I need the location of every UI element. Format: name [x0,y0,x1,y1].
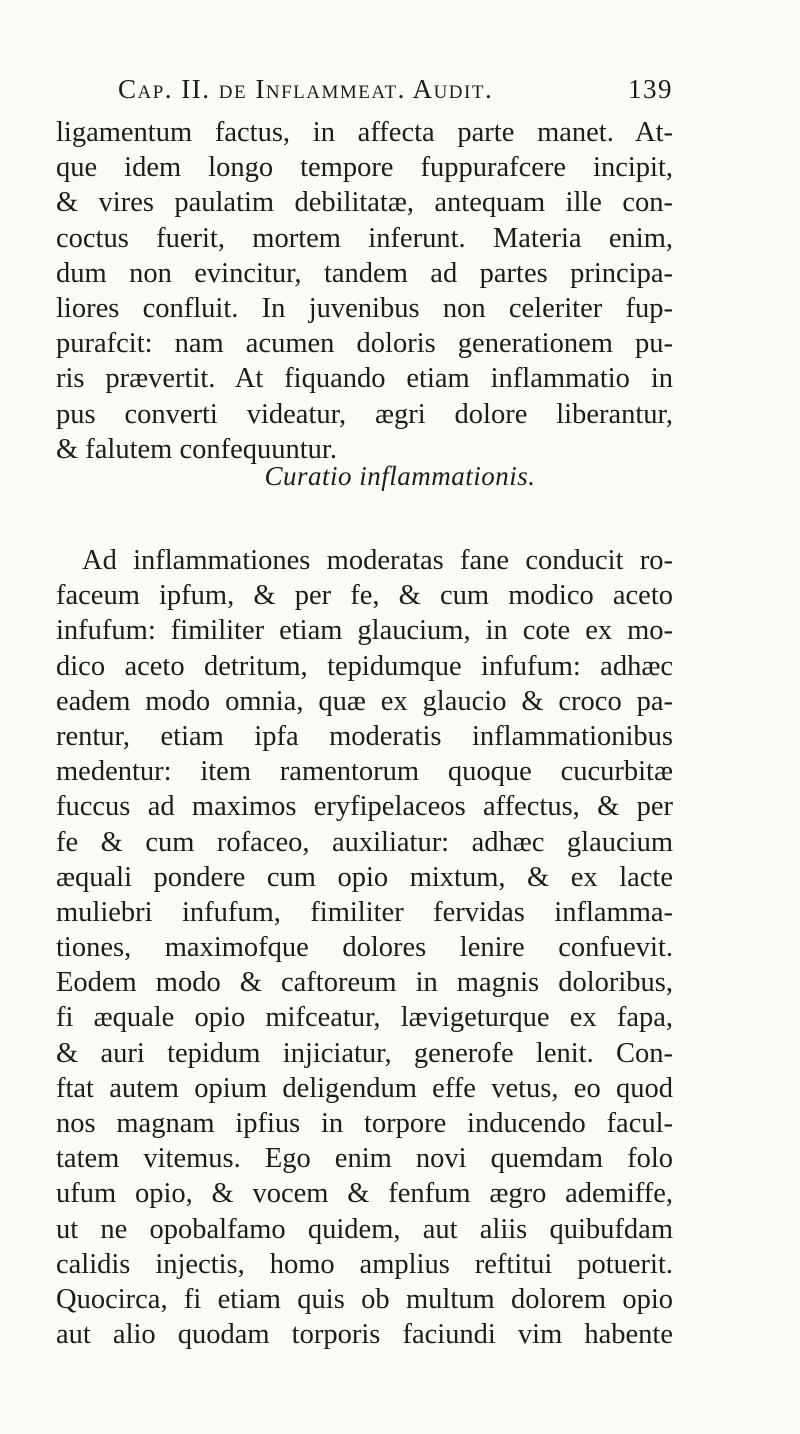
text-line: infufum: fimiliter etiam glaucium, in cote ex mo- [56,615,673,647]
text-line: liores confluit. In juvenibus non celeriter fup- [56,292,673,324]
section-heading: Curatio inflammationis. [264,461,536,491]
text-line: Eodem modo & caftoreum in magnis doloribus, [56,967,673,999]
text-line: pus converti videatur, ægri dolore liberantur, [56,398,673,430]
paragraph-2 [56,543,673,1352]
text-line: & auri tepidum injiciatur, generofe lenit. Con- [56,1037,673,1069]
text-line: fuccus ad maximos eryfipelaceos affectus, & per [56,791,673,823]
text-line: nos magnam ipfius in torpore inducendo facul- [56,1108,673,1139]
text-line: Quocirca, fi etiam quis ob multum dolorem opio [56,1283,673,1315]
text-line: fi æquale opio mifceatur, lævigeturque ex fapa, [56,1002,673,1034]
text-line: tatem vitemus. Ego enim novi quemdam folo [56,1143,673,1175]
text-line: purafcit: nam acumen doloris generationem pu- [56,328,673,360]
text-line: rentur, etiam ipfa moderatis inflammationibus [56,720,673,752]
running-head [118,74,673,104]
text-line: ut ne opobalfamo quidem, aut aliis quibufdam [56,1213,673,1245]
text-line: coctus fuerit, mortem inferunt. Materia enim, [56,222,673,254]
text-line: ftat autem opium deligendum effe vetus, eo quod [56,1072,673,1104]
text-line: aut alio quodam torporis faciundi vim habente [56,1319,673,1351]
paragraph-1 [56,115,673,467]
text-line: eadem modo omnia, quæ ex glaucio & croco pa- [56,685,673,717]
text-line: faceum ipfum, & per fe, & cum modico aceto [56,580,673,612]
text-line: ris prævertit. At fiquando etiam inflammatio in [56,363,673,395]
text-line: & vires paulatim debilitatæ, antequam ille con- [56,187,673,219]
text-line: tiones, maximofque dolores lenire confuevit. [56,932,673,964]
text-line: dico aceto detritum, tepidumque infufum: adhæc [56,650,673,682]
text-line: dum non evincitur, tandem ad partes principa- [56,257,673,289]
chapter-title: Cap. II. de Inflammeat. Audit. [118,74,494,104]
text-line: ligamentum factus, in affecta parte manet. At- [56,117,673,148]
text-line: muliebri infufum, fimiliter fervidas inflamma- [56,896,673,928]
text-line: fe & cum rofaceo, auxiliatur: adhæc glaucium [56,826,673,858]
text-line: que idem longo tempore fuppurafcere incipit, [56,152,673,184]
text-line: medentur: item ramentorum quoque cucurbitæ [56,756,673,788]
text-line: Ad inflammationes moderatas fane conducit ro- [82,545,673,576]
text-line: calidis injectis, homo amplius reftitui potuerit. [56,1248,673,1280]
text-line: & falutem confequuntur. [56,433,337,465]
text-line: ufum opio, & vocem & fenfum ægro ademiffe, [56,1178,673,1210]
page-number: 139 [628,74,673,104]
text-line: æquali pondere cum opio mixtum, & ex lacte [56,861,673,893]
